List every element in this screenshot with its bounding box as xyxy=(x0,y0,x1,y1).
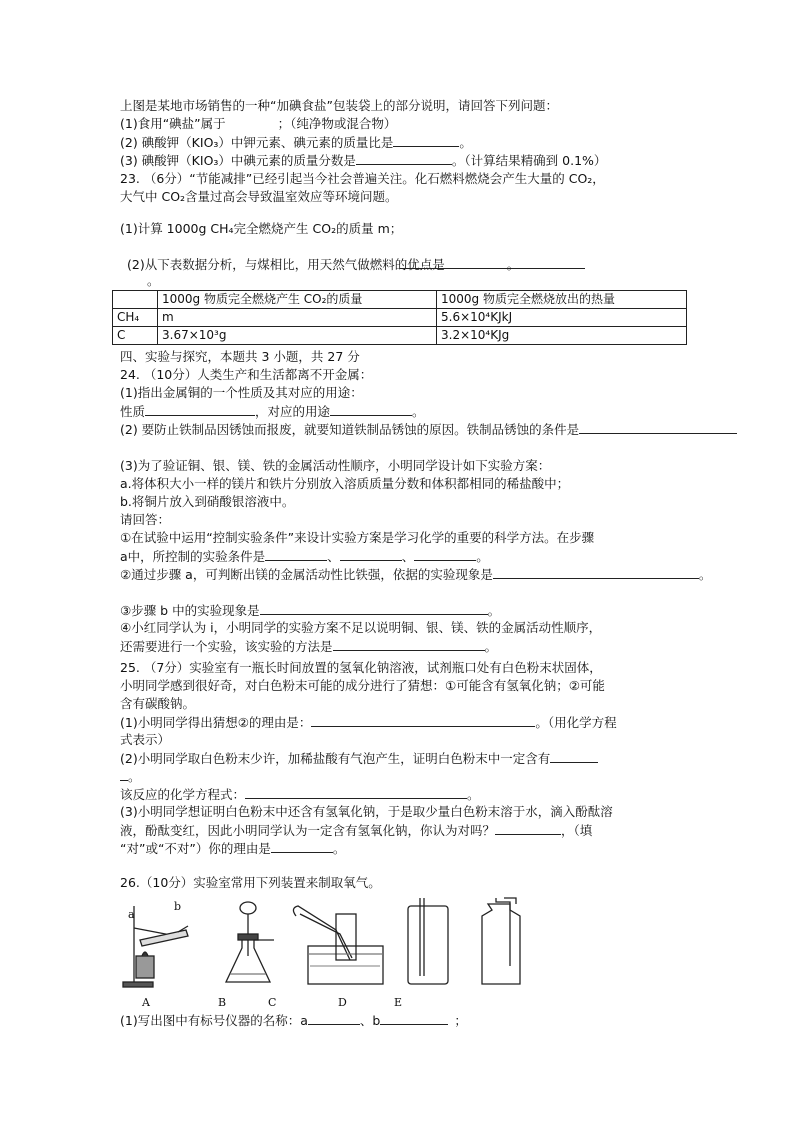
q25-part3-line1: (3)小明同学想证明白色粉末中还含有氢氧化钠，于是取少量白色粉末溶于水，滴入酚酞溶 xyxy=(120,804,613,819)
q22-part1: (1)食用“碘盐”属于 ；（纯净物或混合物） xyxy=(120,116,397,131)
answer-blank[interactable] xyxy=(414,547,476,561)
table-row xyxy=(113,291,687,309)
table-cell xyxy=(113,291,158,309)
answer-blank[interactable] xyxy=(265,547,327,561)
answer-blank[interactable] xyxy=(493,565,699,579)
q22-part3: (3) 碘酸钾（KIO₃）中碘元素的质量分数是 。（计算结果精确到 0.1%） xyxy=(120,153,607,168)
q23-part1: (1)计算 1000g CH₄完全燃烧产生 CO₂的质量 m； xyxy=(120,221,403,236)
table-cell: 3.67×10³g xyxy=(158,327,437,345)
mark-a: a xyxy=(128,908,135,921)
q25-part3-line2: 液，酚酞变红，因此小明同学认为一定含有氢氧化钠，你认为对吗？ ，（填 xyxy=(120,823,593,838)
table-cell: 1000g 物质完全燃烧放出的热量 xyxy=(437,291,687,309)
table-row xyxy=(113,309,687,327)
answer-blank[interactable] xyxy=(245,785,467,799)
q25-part3-line3: “对”或“不对”）你的理由是 。 xyxy=(120,841,346,856)
underline-divider xyxy=(400,268,585,269)
table-cell: m xyxy=(158,309,437,327)
label-b: B xyxy=(218,996,227,1009)
q25-part2: (2)小明同学取白色粉末少许，加稀盐酸有气泡产生，证明白色粉末中一定含有 xyxy=(120,749,598,768)
table-cell: C xyxy=(113,327,158,345)
q24-part1-answer: 性质 ，对应的用途 。 xyxy=(120,404,425,419)
q23-head-line2: 大气中 CO₂含量过高会导致温室效应等环境问题。 xyxy=(120,189,398,204)
q24-step-b: b.将铜片放入到硝酸银溶液中。 xyxy=(120,494,295,509)
answer-blank[interactable] xyxy=(260,601,488,615)
q25-equation: 该反应的化学方程式： 。 xyxy=(120,787,480,802)
q25-part1-tail: 式表示） xyxy=(120,732,171,747)
apparatus-figure xyxy=(118,896,538,1009)
apparatus-b xyxy=(226,902,274,982)
q25-head-line1: 25. （7分）实验室有一瓶长时间放置的氢氧化钠溶液，试剂瓶口处有白色粉末状固体， xyxy=(120,660,602,675)
label-c: C xyxy=(268,996,277,1009)
q24-head: 24. （10分）人类生产和生活都离不开金属： xyxy=(120,367,373,382)
q23-dot: 。 xyxy=(147,273,160,288)
q24-sub2: ②通过步骤 a，可判断出镁的金属活动性比铁强，依据的实验现象是 。 xyxy=(120,567,712,582)
answer-blank[interactable] xyxy=(445,255,507,269)
answer-blank[interactable] xyxy=(333,637,485,651)
intro-text: 上图是某地市场销售的一种“加碘食盐”包装袋上的部分说明，请回答下列问题： xyxy=(120,98,558,113)
answer-blank[interactable] xyxy=(393,133,459,147)
answer-blank[interactable] xyxy=(550,749,598,763)
q24-sub1-answer: a中，所控制的实验条件是 、 、 。 xyxy=(120,549,489,564)
q24-ask: 请回答： xyxy=(120,512,171,527)
q24-sub4-answer: 还需要进行一个实验，该实验的方法是 。 xyxy=(120,639,498,654)
table-cell: 3.2×10⁴KJg xyxy=(437,327,687,345)
answer-blank[interactable] xyxy=(380,1011,448,1025)
answer-blank[interactable] xyxy=(311,713,535,727)
answer-blank[interactable] xyxy=(579,420,737,434)
label-d: D xyxy=(338,996,347,1009)
q23-part2: (2)从下表数据分析，与煤相比，用天然气做燃料的优点是 。 xyxy=(127,257,520,272)
answer-blank[interactable] xyxy=(495,821,561,835)
answer-blank[interactable] xyxy=(120,767,128,781)
answer-blank[interactable] xyxy=(340,547,402,561)
answer-blank[interactable] xyxy=(271,839,333,853)
table-row xyxy=(113,327,687,345)
table-cell: 1000g 物质完全燃烧产生 CO₂的质量 xyxy=(158,291,437,309)
comparison-table xyxy=(112,290,687,345)
mark-b: b xyxy=(174,900,182,913)
label-e: E xyxy=(394,996,403,1009)
section-heading: 四、实验与探究，本题共 3 小题，共 27 分 xyxy=(120,349,360,364)
answer-blank[interactable] xyxy=(330,402,412,416)
answer-blank[interactable] xyxy=(308,1011,360,1025)
q24-part3: (3)为了验证铜、银、镁、铁的金属活动性顺序，小明同学设计如下实验方案： xyxy=(120,458,551,473)
q23-head-line1: 23. （6分）“节能减排”已经引起当今社会普遍关注。化石燃料燃烧会产生大量的 CO₂， xyxy=(120,171,605,186)
q25-part2-tail: 。 xyxy=(120,767,141,786)
q26-head: 26.（10分）实验室常用下列装置来制取氧气。 xyxy=(120,875,381,890)
q25-head-line2: 小明同学感到很好奇，对白色粉末可能的成分进行了猜想：①可能含有氢氧化钠；②可能 xyxy=(120,678,605,693)
apparatus-d xyxy=(293,906,383,984)
q25-head-line3: 含有碳酸钠。 xyxy=(120,696,196,711)
answer-blank[interactable] xyxy=(356,151,452,165)
q24-sub1: ①在试验中运用“控制实验条件”来设计实验方案是学习化学的重要的科学方法。在步骤 xyxy=(120,530,595,545)
q24-step-a: a.将体积大小一样的镁片和铁片分别放入溶质质量分数和体积都相同的稀盐酸中； xyxy=(120,476,570,491)
q25-part1: (1)小明同学得出猜想②的理由是： 。（用化学方程 xyxy=(120,715,617,730)
table-cell: 5.6×10⁴KJkJ xyxy=(437,309,687,327)
q24-sub4: ④小红同学认为 i，小明同学的实验方案不足以说明铜、银、镁、铁的金属活动性顺序， xyxy=(120,620,602,635)
answer-blank[interactable] xyxy=(145,402,255,416)
apparatus-e xyxy=(408,898,520,984)
label-a: A xyxy=(142,996,150,1009)
q24-part2: (2) 要防止铁制品因锈蚀而报废，就要知道铁制品锈蚀的原因。铁制品锈蚀的条件是 xyxy=(120,420,737,439)
q24-part1: (1)指出金属铜的一个性质及其对应的用途： xyxy=(120,385,363,400)
table-cell: CH₄ xyxy=(113,309,158,327)
q22-part2: (2) 碘酸钾（KIO₃）中钾元素、碘元素的质量比是 。 xyxy=(120,135,472,150)
q24-sub3: ③步骤 b 中的实验现象是 。 xyxy=(120,603,501,618)
q26-part1: (1)写出图中有标号仪器的名称：a 、b ； xyxy=(120,1013,467,1028)
